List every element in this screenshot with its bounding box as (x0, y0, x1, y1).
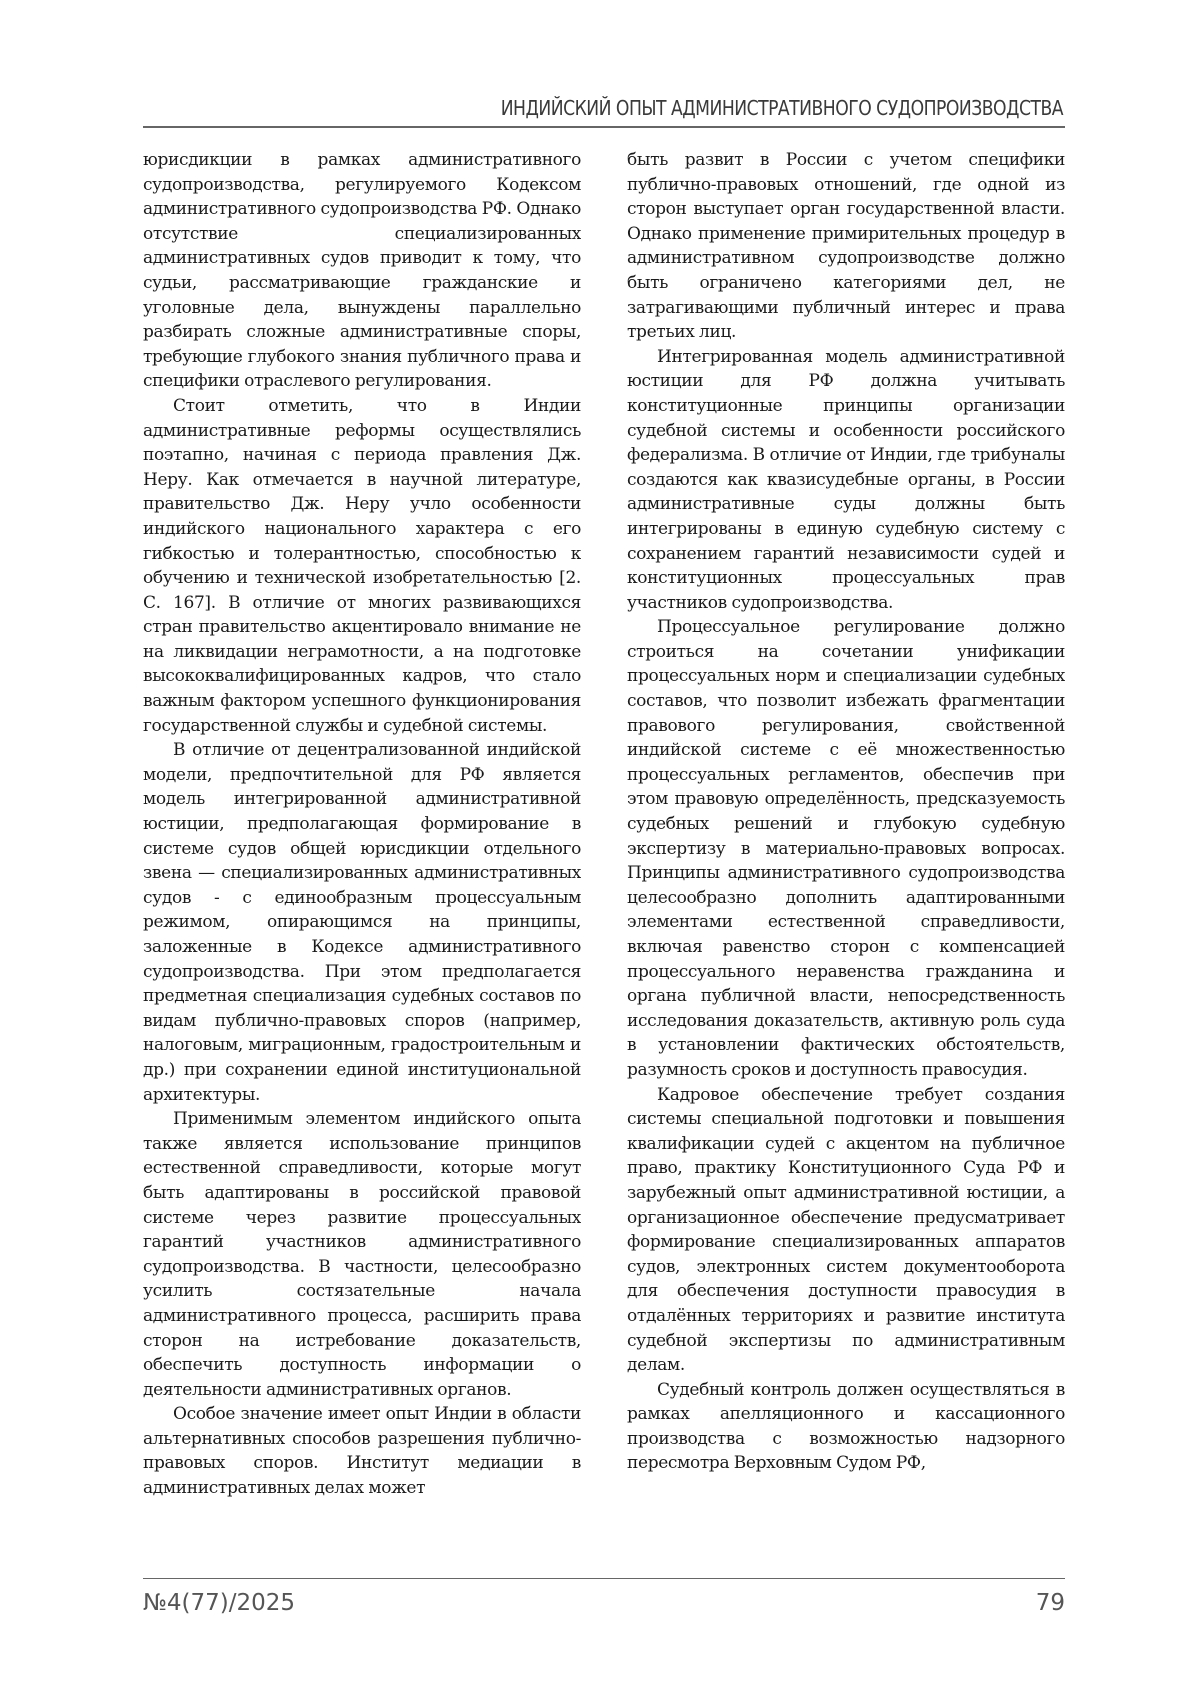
issue-number: №4(77)/2025 (143, 1590, 296, 1616)
footer-divider (143, 1578, 1065, 1579)
paragraph: В отличие от децентрализованной индийской модели, предпочтительной для РФ является модель интегрированной административной юстиции, предполагающая формирование в системе судов общей юрисдикции отдельного звена — специализированных административных судов - с единообразным процессуальным режимом, опирающимся на принципы, заложенные в Кодексе административного судопроизводства. При этом предполагается предметная специализация судебных составов по видам публично-правовых споров (например, налоговым, миграционным, градостроительным и др.) при сохранении единой институциональной архитектуры. (143, 740, 581, 1105)
left-text-column (143, 148, 581, 1573)
paragraph: Интегрированная модель административной юстиции для РФ должна учитывать конституционные принципы организации судебной системы и особенности российского федерализма. В отличие от Индии, где трибуналы создаются как квазисудебные органы, в России административные суды должны быть интегрированы в единую судебную систему с сохранением гарантий независимости судей и конституционных процессуальных прав участников судопроизводства. (627, 346, 1065, 613)
paragraph: юрисдикции в рамках административного судопроизводства, регулируемого Кодексом административного судопроизводства РФ. Однако отсутствие специализированных административных судов приводит к тому, что судьи, рассматривающие гражданские и уголовные дела, вынуждены параллельно разбирать сложные административные споры, требующие глубокого знания публичного права и специфики отраслевого регулирования. (143, 150, 581, 392)
paragraph: Судебный контроль должен осуществляться в рамках апелляционного и кассационного производства с возможностью надзорного пересмотра Верховным Судом РФ, (627, 1379, 1065, 1474)
header-divider (143, 126, 1065, 128)
right-text-column (627, 148, 1065, 1573)
paragraph: Стоит отметить, что в Индии административные реформы осуществлялись поэтапно, начиная с периода правления Дж. Неру. Как отмечается в научной литературе, правительство Дж. Неру учло особенности индийского национального характера с его гибкостью и толерантностью, способностью к обучению и технической изобретательностью [2. С. 167]. В отличие от многих развивающихся стран правительство акцентировало внимание не на ликвидации неграмотности, а на подготовке высококвалифицированных кадров, что стало важным фактором успешного функционирования государственной службы и судебной системы. (143, 395, 581, 736)
paragraph: Кадровое обеспечение требует создания системы специальной подготовки и повышения квалификации судей с акцентом на публичное право, практику Конституционного Суда РФ и зарубежный опыт административной юстиции, а организационное обеспечение предусматривает формирование специализированных аппаратов судов, электронных систем документооборота для обеспечения доступности правосудия в отдалённых территориях и развитие института судебной экспертизы по административным делам. (627, 1084, 1065, 1376)
paragraph: быть развит в России с учетом специфики публично-правовых отношений, где одной из сторон выступает орган государственной власти. Однако применение примирительных процедур в административном судопроизводстве должно быть ограничено категориями дел, не затрагивающими публичный интерес и права третьих лиц. (627, 150, 1065, 343)
paragraph: Применимым элементом индийского опыта также является использование принципов естественной справедливости, которые могут быть адаптированы в российской правовой системе через развитие процессуальных гарантий участников административного судопроизводства. В частности, целесообразно усилить состязательные начала административного процесса, расширить права сторон на истребование доказательств, обеспечить доступность информации о деятельности административных органов. (143, 1109, 581, 1400)
page-number: 79 (1035, 1590, 1065, 1616)
running-header-title: ИНДИЙСКИЙ ОПЫТ АДМИНИСТРАТИВНОГО СУДОПРОИЗВОДСТВА (500, 96, 1063, 120)
paragraph: Процессуальное регулирование должно строиться на сочетании унификации процессуальных норм и специализации судебных составов, что позволит избежать фрагментации правового регулирования, свойственной индийской системе с её множественностью процессуальных регламентов, обеспечив при этом правовую определённость, предсказуемость судебных решений и глубокую судебную экспертизу в материально-правовых вопросах. Принципы административного судопроизводства целесообразно дополнить адаптированными элементами естественной справедливости, включая равенство сторон с компенсацией процессуального неравенства гражданина и органа публичной власти, непосредственность исследования доказательств, активную роль суда в установлении фактических обстоятельств, разумность сроков и доступность правосудия. (627, 617, 1065, 1080)
paragraph: Особое значение имеет опыт Индии в области альтернативных способов разрешения публично-правовых споров. Институт медиации в административных делах может (143, 1404, 581, 1499)
